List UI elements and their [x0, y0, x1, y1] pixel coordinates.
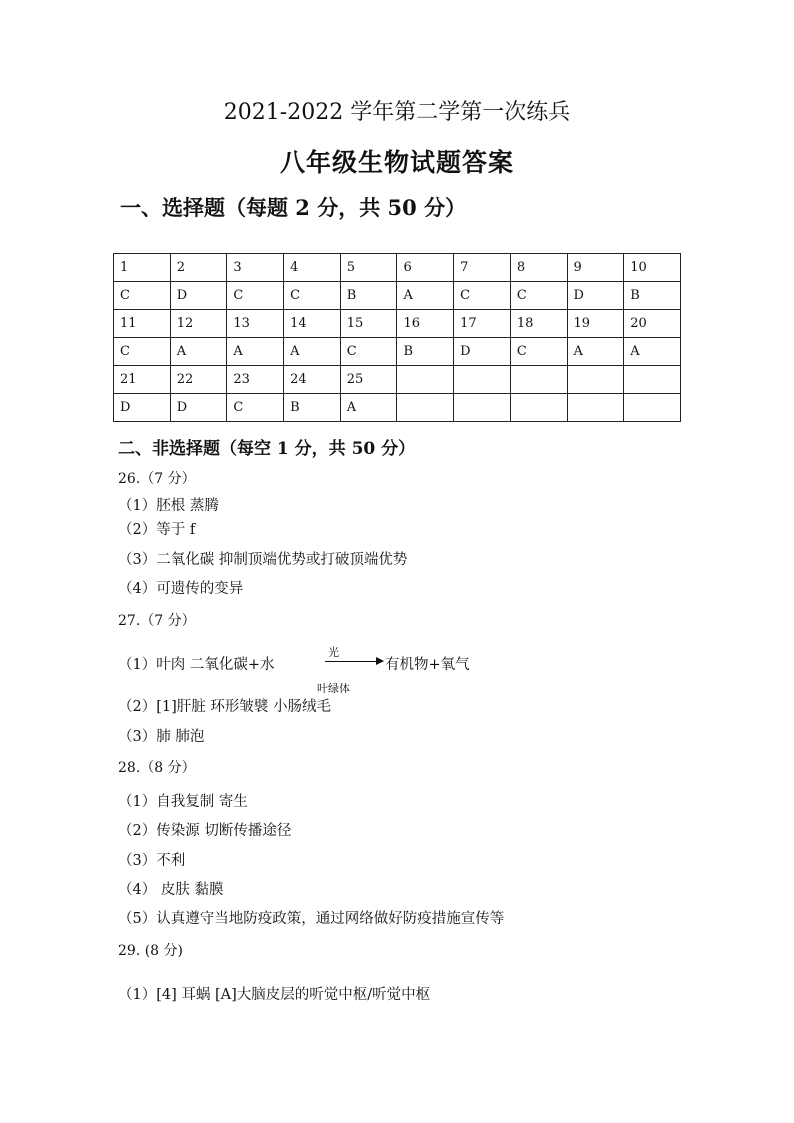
arrow-label-chloroplast: 叶绿体: [317, 682, 350, 695]
table-cell: C: [510, 282, 567, 310]
question-28-line: （5）认真遵守当地防疫政策，通过网络做好防疫措施宣传等: [118, 911, 505, 927]
table-cell: [510, 366, 567, 394]
table-cell: A: [227, 338, 284, 366]
table-row: [114, 254, 681, 282]
table-cell: 22: [170, 366, 227, 394]
table-cell: 16: [397, 310, 454, 338]
table-cell: C: [114, 282, 171, 310]
table-cell: A: [170, 338, 227, 366]
table-cell: 6: [397, 254, 454, 282]
table-cell: 17: [454, 310, 511, 338]
table-cell: B: [397, 338, 454, 366]
document-title: 2021-2022 学年第二学第一次练兵: [223, 100, 571, 125]
table-cell: 15: [340, 310, 397, 338]
reaction-arrow: [325, 661, 383, 662]
question-29-line: （1）[4] 耳蜗 [A]大脑皮层的听觉中枢/听觉中枢: [118, 987, 431, 1003]
table-cell: [567, 366, 624, 394]
table-cell: [454, 366, 511, 394]
question-27-line: （3）肺 肺泡: [118, 729, 205, 745]
question-26-line: （4）可遗传的变异: [118, 581, 244, 597]
table-cell: [397, 366, 454, 394]
table-cell: D: [114, 394, 171, 422]
section-heading-multiple-choice: 一、选择题（每题 2 分，共 50 分）: [120, 195, 467, 220]
question-28-header: 28.（8 分）: [118, 760, 196, 776]
question-28-line: （2）传染源 切断传播途径: [118, 823, 292, 839]
table-row: [114, 282, 681, 310]
question-28-line: （4） 皮肤 黏膜: [118, 882, 224, 898]
answer-table: [113, 253, 681, 422]
table-cell: A: [624, 338, 681, 366]
question-27-line-left: （1）叶肉 二氧化碳+水: [118, 657, 275, 673]
table-cell: 11: [114, 310, 171, 338]
question-26-header: 26.（7 分）: [118, 471, 196, 487]
table-cell: 19: [567, 310, 624, 338]
table-cell: C: [227, 394, 284, 422]
table-cell: D: [170, 282, 227, 310]
table-cell: 18: [510, 310, 567, 338]
table-cell: C: [114, 338, 171, 366]
document-subtitle: 八年级生物试题答案: [279, 148, 514, 177]
table-cell: 8: [510, 254, 567, 282]
table-cell: B: [624, 282, 681, 310]
table-cell: D: [454, 338, 511, 366]
table-cell: 24: [284, 366, 341, 394]
table-cell: 10: [624, 254, 681, 282]
table-cell: 13: [227, 310, 284, 338]
section-heading-non-choice: 二、非选择题（每空 1 分，共 50 分）: [118, 439, 416, 459]
question-28-line: （1）自我复制 寄生: [118, 794, 248, 810]
table-cell: 5: [340, 254, 397, 282]
question-27-line: （2）[1]肝脏 环形皱襞 小肠绒毛: [118, 699, 331, 715]
question-28-line: （3）不利: [118, 853, 186, 869]
table-cell: 21: [114, 366, 171, 394]
table-cell: [454, 394, 511, 422]
table-row: [114, 366, 681, 394]
table-row: [114, 394, 681, 422]
table-cell: 1: [114, 254, 171, 282]
arrow-label-light: 光: [328, 646, 339, 659]
question-26-line: （1）胚根 蒸腾: [118, 498, 219, 514]
table-cell: C: [510, 338, 567, 366]
table-cell: [567, 394, 624, 422]
question-26-line: （3）二氧化碳 抑制顶端优势或打破顶端优势: [118, 552, 408, 568]
table-cell: 12: [170, 310, 227, 338]
table-cell: [510, 394, 567, 422]
table-cell: [624, 394, 681, 422]
table-cell: C: [454, 282, 511, 310]
table-cell: 4: [284, 254, 341, 282]
question-27-header: 27.（7 分）: [118, 613, 196, 629]
table-cell: 7: [454, 254, 511, 282]
table-row: [114, 310, 681, 338]
table-cell: 25: [340, 366, 397, 394]
table-cell: 2: [170, 254, 227, 282]
table-cell: D: [567, 282, 624, 310]
table-cell: C: [284, 282, 341, 310]
table-cell: [624, 366, 681, 394]
table-cell: A: [397, 282, 454, 310]
table-cell: A: [340, 394, 397, 422]
table-cell: 9: [567, 254, 624, 282]
table-cell: 3: [227, 254, 284, 282]
table-cell: B: [284, 394, 341, 422]
table-row: [114, 338, 681, 366]
table-cell: C: [340, 338, 397, 366]
question-29-header: 29. (8 分): [118, 943, 183, 959]
question-26-line: （2）等于 f: [118, 522, 196, 538]
table-cell: 14: [284, 310, 341, 338]
table-cell: C: [227, 282, 284, 310]
table-cell: A: [567, 338, 624, 366]
table-cell: B: [340, 282, 397, 310]
question-27-line-right: 有机物+氧气: [385, 657, 470, 673]
table-cell: 23: [227, 366, 284, 394]
table-cell: 20: [624, 310, 681, 338]
table-cell: [397, 394, 454, 422]
table-cell: A: [284, 338, 341, 366]
table-cell: D: [170, 394, 227, 422]
